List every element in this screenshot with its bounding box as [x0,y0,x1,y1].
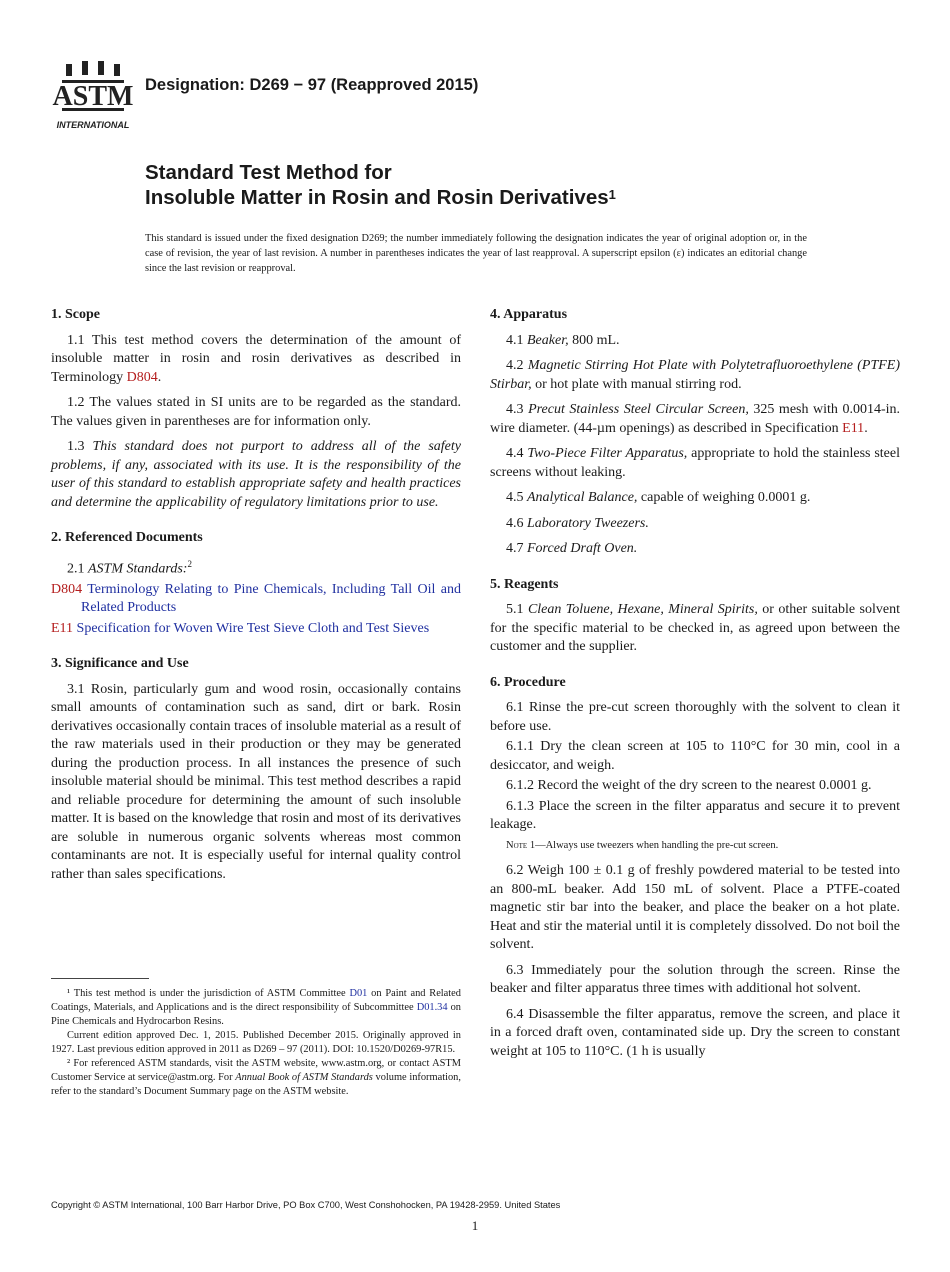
procedure-6-1: 6.1 Rinse the pre-cut screen thoroughly with the solvent to clean it before use. [490,700,900,734]
scope-1-1-text: 1.1 This test method covers the determination of the amount of insoluble matter in rosin and rosin derivatives as described in Terminology [51,332,461,385]
apparatus-4-6 [490,515,900,534]
apparatus-4-6-title: Laboratory Tweezers. [527,515,649,531]
link-d01-34[interactable]: D01.34 [416,1002,448,1013]
footnote-2-italic: Annual Book of ASTM Standards [235,1072,373,1083]
footnote-2-a: ² For referenced ASTM standards, visit the ASTM website, www.astm.org, or contact ASTM Customer Service at service@astm.org. For [51,1058,461,1083]
apparatus-4-4 [490,445,900,482]
scope-1-3-num: 1.3 [67,439,93,454]
scope-1-2: 1.2 The values stated in SI units are to be regarded as the standard. The values given in parentheses are for information only. [51,395,461,429]
apparatus-4-1-num: 4.1 [506,332,527,348]
procedure-6-4: 6.4 Disassemble the filter apparatus, remove the screen, and place it in a forced draft oven, contaminated side up. Dry the screen to constant weight at 105 to 110°C. (1 h is usually [490,1006,900,1059]
astm-logo-icon [52,58,134,132]
intro-paragraph: This standard is issued under the fixed designation D269; the number immediately following the designation indicates the year of original adoption or, in the case of revision, the year of last revision. A number in parentheses indicates the year of last reapproval. A superscript epsilon (ε) indicates an editorial change since the last revision or reapproval. [145,233,807,274]
title-line2 [145,185,616,210]
apparatus-4-5-num: 4.5 [506,490,527,505]
logo-subtext: INTERNATIONAL [56,120,130,130]
note-label: Note [506,839,528,851]
link-ref-e11[interactable]: E11 [51,620,74,636]
reagents-heading: 5. Reagents [490,576,559,592]
scope-1-1-end: . [157,369,162,385]
link-ref-e11-title[interactable]: Specification for Woven Wire Test Sieve Cloth and Test Sieves [76,620,430,636]
footnote-1-b: on Paint and Related Coatings, Materials, and Applications and is the direct responsibility of Subcommittee [51,988,461,1013]
title-footnote-mark: 1 [608,187,616,202]
logo-text: ASTM [52,81,134,112]
left-column [51,306,461,891]
apparatus-heading: 4. Apparatus [490,307,568,322]
scope-1-3 [51,438,461,512]
significance-heading: 3. Significance and Use [51,656,189,672]
apparatus-4-1-title: Beaker, [527,332,569,348]
apparatus-4-3 [490,401,900,438]
link-d01[interactable]: D01 [349,988,368,999]
footnote-1 [51,987,461,1029]
title-line1: Standard Test Method for [145,161,392,184]
reference-d804 [51,581,461,618]
referenced-heading: 2. Referenced Documents [51,530,203,545]
apparatus-4-7-num: 4.7 [506,541,527,556]
copyright: Copyright © ASTM International, 100 Barr Harbor Drive, PO Box C700, West Conshohocken, PA 19428-2959. United States [51,1200,561,1210]
scope-1-1 [51,332,461,388]
apparatus-4-3-end: . [864,420,868,436]
procedure-heading: 6. Procedure [490,674,566,690]
apparatus-4-5-title: Analytical Balance, [527,490,638,505]
apparatus-4-5-text: capable of weighing 0.0001 g. [637,490,811,505]
reagents-5-1-text: or other suitable solvent for the specific material to be checked in, as agreed upon between the customer and the supplier. [490,602,901,654]
procedure-note-1 [490,837,900,856]
link-ref-d804[interactable]: D804 [51,581,83,597]
apparatus-4-4-title: Two-Piece Filter Apparatus, [527,446,688,461]
apparatus-4-1-text: 800 mL. [568,332,620,348]
apparatus-4-4-text: appropriate to hold the stainless steel screens without leaking. [490,446,900,480]
referenced-footnote-mark: 2 [187,558,192,569]
footnote-edition: Current edition approved Dec. 1, 2015. Published December 2015. Originally approved in 1927. Last previous edition approved in 2011 as D269 – 97 (2011). DOI: 10.1520/D0269-97R15. [51,1030,461,1055]
reagents-5-1-title: Clean Toluene, Hexane, Mineral Spirits, [527,602,758,617]
apparatus-4-4-num: 4.4 [506,446,528,461]
scope-1-3-text: This standard does not purport to address all of the safety problems, if any, associated with its use. It is the responsibility of the user of this standard to establish appropriate safety and health practices and determine the applicability of regulatory limitations prior to use. [51,439,461,510]
reagents-5-1-num: 5.1 [506,602,528,617]
right-column [490,306,900,1068]
apparatus-4-3-num: 4.3 [506,402,529,417]
procedure-6-1-2: 6.1.2 Record the weight of the dry screen to the nearest 0.0001 g. [506,778,872,793]
document-title [145,160,616,210]
footnotes [51,987,461,1099]
footnote-1-c: on Pine Chemicals and Hydrocarbon Resins. [51,1002,461,1027]
apparatus-4-2 [490,357,900,394]
apparatus-4-2-num: 4.2 [506,358,528,373]
link-ref-d804-title[interactable]: Terminology Relating to Pine Chemicals, Including Tall Oil and Related Products [81,581,461,616]
designation: Designation: D269 − 97 (Reapproved 2015) [145,76,479,94]
apparatus-4-3-text: 325 mesh with 0.0014-in. wire diameter. (44-µm openings) as described in Specification [490,402,901,436]
referenced-2-1 [51,555,461,579]
link-d804[interactable]: D804 [126,369,158,385]
page-number: 1 [471,1218,479,1233]
procedure-6-2: 6.2 Weigh 100 ± 0.1 g of freshly powdered material to be tested into an 800-mL beaker. Add 150 mL of solvent. Place a PTFE-coated magnetic stir bar into the beaker, and place the beaker on a hot plate. Heat and stir the material until it is completely dissolved. Do not boil the solvent. [490,863,900,952]
apparatus-4-2-text: or hot plate with manual stirring rod. [531,376,742,392]
title-line2-text: Insoluble Matter in Rosin and Rosin Derivatives [145,186,609,209]
reagents-5-1 [490,601,900,657]
astm-logo [52,58,134,132]
apparatus-4-7 [490,540,900,559]
apparatus-4-5 [490,489,900,508]
apparatus-4-7-title: Forced Draft Oven. [527,541,638,556]
referenced-2-1-text: ASTM Standards: [88,561,188,577]
link-e11[interactable]: E11 [842,420,865,436]
reference-e11 [51,620,461,639]
footnote-2 [51,1057,461,1099]
footnote-2-b: volume information, refer to the standard’s Document Summary page on the ASTM website. [51,1072,461,1097]
referenced-2-1-num: 2.1 [67,561,88,577]
significance-3-1: 3.1 Rosin, particularly gum and wood rosin, occasionally contains small amounts of contamination such as sand, dirt or bark. Rosin derivatives occasionally contain traces of insoluble material as a result of the raw materials used in their production or they may be generated during the production process. In all instances the presence of such insoluble material should be minimal. This test method describes a rapid and reliable procedure for determining the amount of such insoluble matter. It is based on the knowledge that rosin and most of its derivatives are soluble in numerous organic solvents whereas most common contaminants are not. It is especially useful for internal quality control rather than sales specifications. [51,681,461,882]
apparatus-4-6-num: 4.6 [506,515,527,531]
note-text: 1—Always use tweezers when handling the pre-cut screen. [527,839,779,851]
apparatus-4-2-title: Magnetic Stirring Hot Plate with Polytetrafluoroethylene (PTFE) Stirbar, [490,358,900,392]
apparatus-4-3-title: Precut Stainless Steel Circular Screen, [528,402,749,417]
procedure-6-3: 6.3 Immediately pour the solution through the screen. Rinse the beaker and filter apparatus three times with additional hot solvent. [490,962,900,996]
footnote-divider [51,978,149,979]
apparatus-4-1 [490,332,900,351]
procedure-6-1-3: 6.1.3 Place the screen in the filter apparatus and secure it to prevent leakage. [490,798,900,832]
procedure-6-1-1: 6.1.1 Dry the clean screen at 105 to 110°C for 30 min, cool in a desiccator, and weigh. [490,739,900,773]
footnote-1-a: ¹ This test method is under the jurisdiction of ASTM Committee [67,988,350,999]
scope-heading: 1. Scope [51,307,100,322]
